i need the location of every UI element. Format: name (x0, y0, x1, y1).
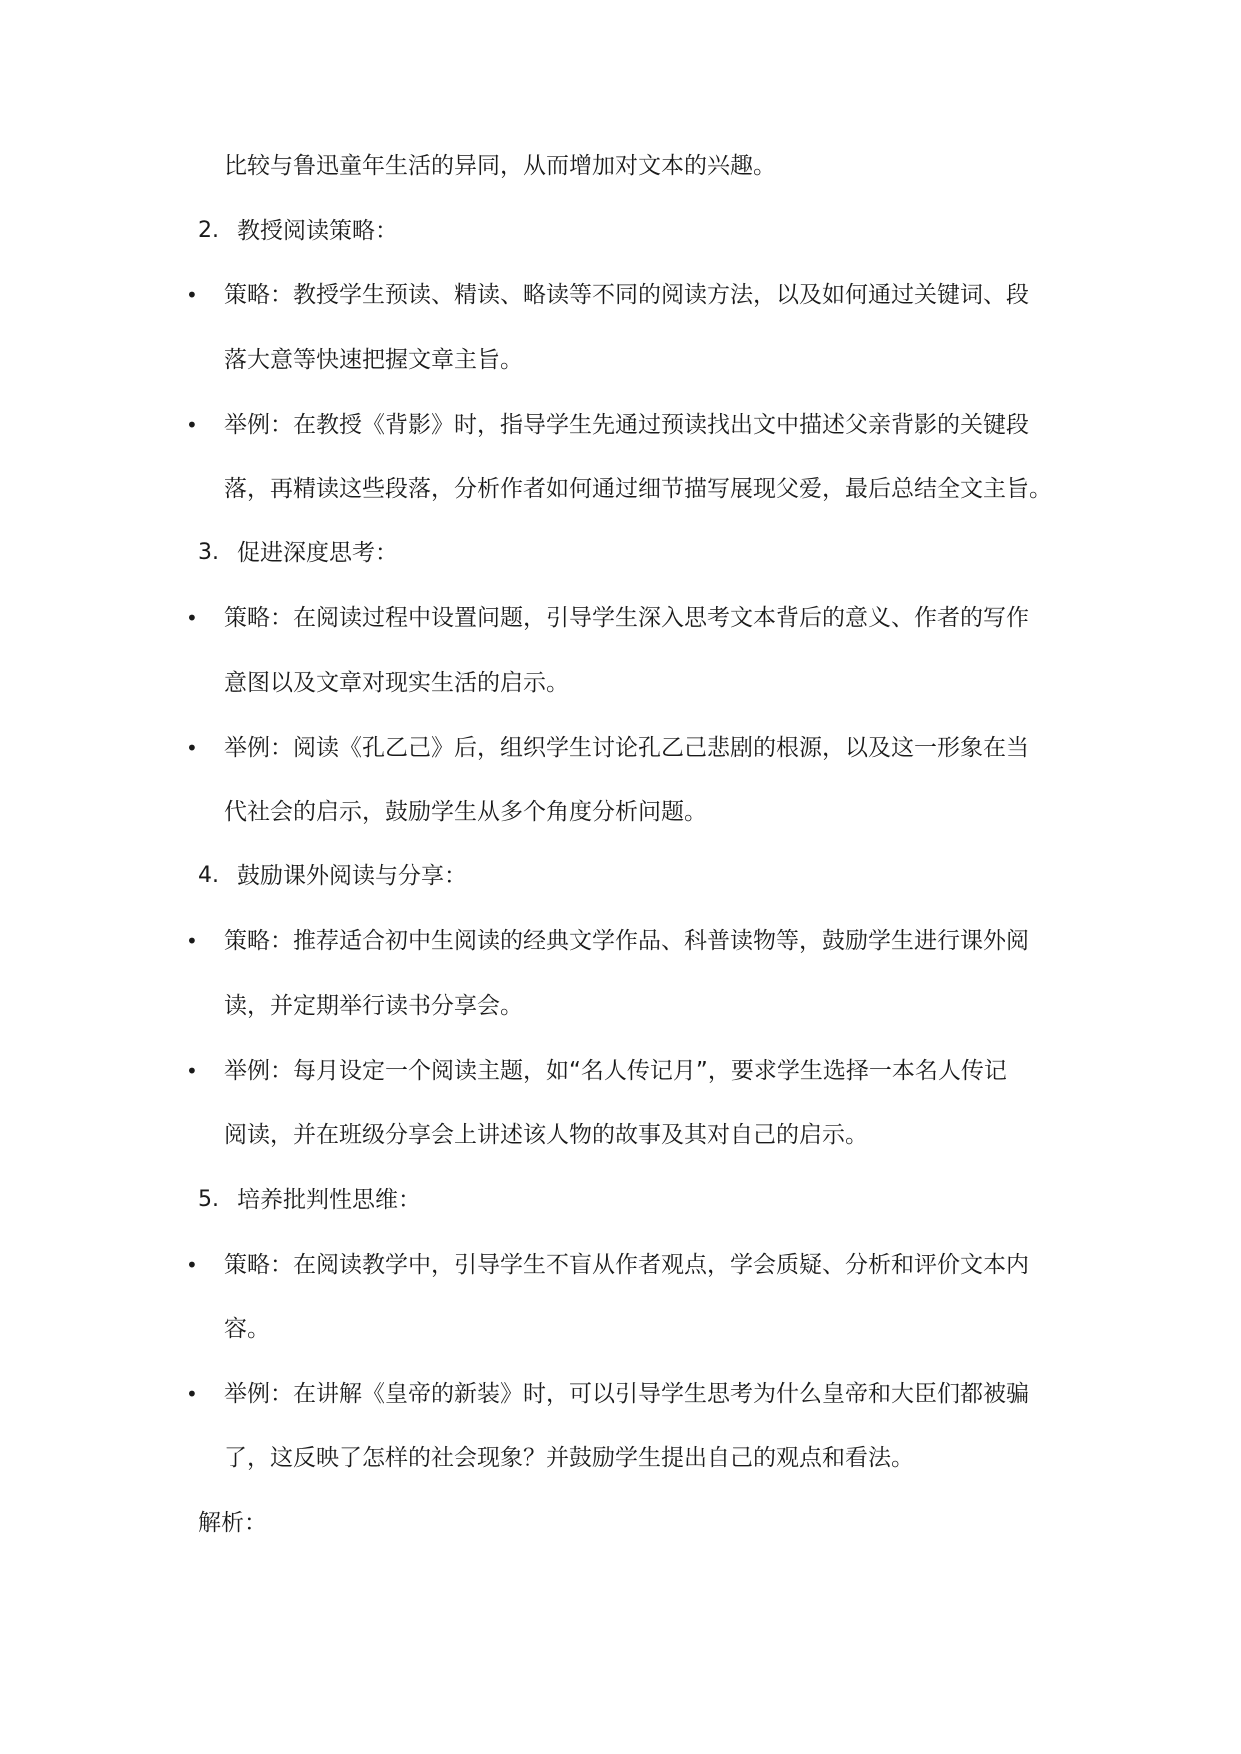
list-item-line: 阅读，并在班级分享会上讲述该人物的故事及其对自己的启示。 (224, 1122, 868, 1148)
list-item-line: 举例：每月设定一个阅读主题，如“名人传记月”，要求学生选择一本名人传记 (224, 1058, 1007, 1084)
intro-continuation: 比较与鲁迅童年生活的异同，从而增加对文本的兴趣。 (224, 153, 776, 179)
bullet-icon: • (186, 283, 198, 307)
closing-label: 解析： (198, 1510, 267, 1536)
list-item-line: 策略：教授学生预读、精读、略读等不同的阅读方法，以及如何通过关键词、段 (224, 282, 1029, 308)
bullet-icon: • (186, 929, 198, 953)
list-item-line: 落大意等快速把握文章主旨。 (224, 347, 523, 373)
bullet-icon: • (186, 1382, 198, 1406)
section-heading: 促进深度思考： (237, 540, 398, 566)
list-item-line: 意图以及文章对现实生活的启示。 (224, 670, 569, 696)
list-item-line: 举例：在讲解《皇帝的新装》时，可以引导学生思考为什么皇帝和大臣们都被骗 (224, 1381, 1029, 1407)
section-heading: 鼓励课外阅读与分享： (237, 863, 467, 889)
section-heading: 教授阅读策略： (237, 218, 398, 244)
bullet-icon: • (186, 736, 198, 760)
list-item-line: 策略：推荐适合初中生阅读的经典文学作品、科普读物等，鼓励学生进行课外阅 (224, 928, 1029, 954)
list-item-line: 容。 (224, 1316, 270, 1342)
list-item-line: 举例：在教授《背影》时，指导学生先通过预读找出文中描述父亲背影的关键段 (224, 412, 1029, 438)
section-heading: 培养批判性思维： (237, 1187, 421, 1213)
bullet-icon: • (186, 1059, 198, 1083)
section-number: 2. (198, 218, 219, 243)
list-item-line: 举例：阅读《孔乙己》后，组织学生讨论孔乙己悲剧的根源，以及这一形象在当 (224, 735, 1029, 761)
section-number: 5. (198, 1187, 219, 1212)
list-item-line: 了，这反映了怎样的社会现象？并鼓励学生提出自己的观点和看法。 (224, 1445, 914, 1471)
list-item-line: 代社会的启示，鼓励学生从多个角度分析问题。 (224, 799, 707, 825)
section-number: 4. (198, 863, 219, 888)
list-item-line: 策略：在阅读教学中，引导学生不盲从作者观点，学会质疑、分析和评价文本内 (224, 1252, 1029, 1278)
list-item-line: 落，再精读这些段落，分析作者如何通过细节描写展现父爱，最后总结全文主旨。 (224, 476, 1052, 502)
section-number: 3. (198, 540, 219, 565)
bullet-icon: • (186, 606, 198, 630)
list-item-line: 策略：在阅读过程中设置问题，引导学生深入思考文本背后的意义、作者的写作 (224, 605, 1029, 631)
list-item-line: 读，并定期举行读书分享会。 (224, 993, 523, 1019)
bullet-icon: • (186, 413, 198, 437)
bullet-icon: • (186, 1253, 198, 1277)
